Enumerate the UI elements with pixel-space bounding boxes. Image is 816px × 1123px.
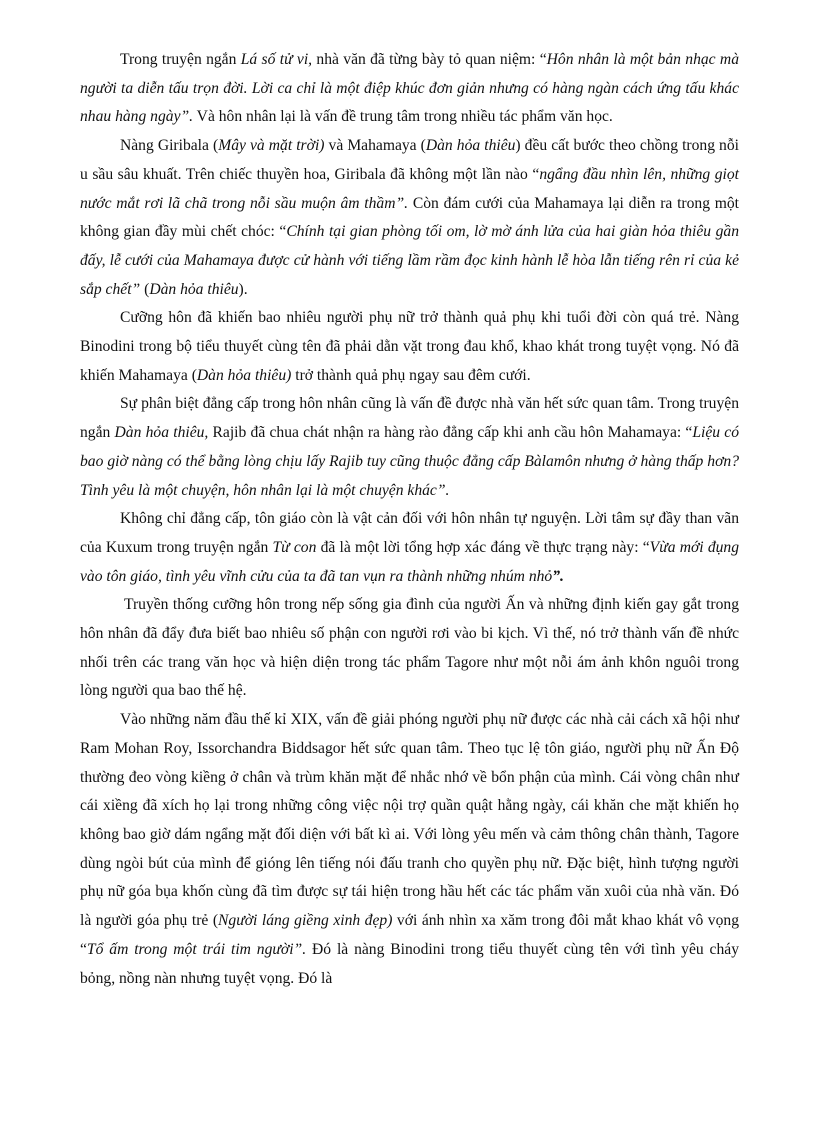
paragraph (80, 46, 739, 132)
text-run: Cưỡng hôn đã khiến bao nhiêu người phụ nữ trở thành quả phụ khi tuổi đời còn quá trẻ. Nàng Binodini trong bộ tiểu thuyết cùng tên đã phải dằn vặt trong đau khổ, khao khát trong tuyệt vọng. Nó đã khiến Mahamaya ( (80, 309, 739, 384)
italic-run: Người láng giềng xinh đẹp) (218, 912, 393, 930)
text-run: Không chỉ đẳng cấp, tôn giáo còn là vật cản đối với hôn nhân tự nguyện. Lời tâm sự đầy than vãn của Kuxum trong truyện ngắn (80, 510, 739, 556)
italic-run: Chính tại gian phòng tối om, lờ mờ ánh lửa của hai giàn hỏa thiêu gần đấy, lễ cưới của Mahamaya được cử hành với tiếng lầm rầm đọc kinh hành lễ hòa lẫn tiếng rên rỉ của kẻ sắp chết” (80, 223, 739, 298)
text-run: Còn đám cưới của Mahamaya lại diễn ra trong một không gian đầy mùi chết chóc: “ (80, 194, 739, 241)
paragraph (80, 304, 739, 390)
italic-run: Dàn hỏa thiêu) (196, 366, 292, 384)
document-page (80, 46, 739, 993)
italic-run: Mây và mặt trời) (218, 137, 325, 155)
text-run: và Mahamaya ( (324, 137, 426, 155)
italic-run: Liệu có bao giờ nàng có thể bằng lòng chịu lấy Rajib tuy cũng thuộc đẳng cấp Bàlamôn nhưng ở hàng thấp hơn? Tình yêu là một chuyện, hôn nhân lại là một chuyện khác”. (80, 424, 740, 499)
italic-run: Tổ ấm trong một trái tim người”. (86, 940, 307, 958)
bold-italic-run: ”. (552, 567, 564, 585)
text-run: nhà văn đã từng bày tỏ quan niệm: “ (312, 51, 547, 68)
italic-run: Dàn hỏa thiêu, (114, 424, 209, 442)
italic-run: Hôn nhân là một bản nhạc mà người ta diễn tấu trọn đời. Lời ca chỉ là một điệp khúc đơn giản nhưng có hàng ngàn cách ứng tấu khác nhau hàng ngày”. (80, 51, 739, 126)
paragraph (80, 505, 739, 591)
text-run: Trong truyện ngắn (120, 51, 241, 68)
text-run: Rajib đã chua chát nhận ra hàng rào đẳng cấp khi anh cầu hôn Mahamaya: “ (208, 424, 693, 442)
text-run: với ánh nhìn xa xăm trong đôi mắt khao khát vô vọng “ (80, 912, 739, 958)
italic-run: Từ con (272, 538, 317, 556)
text-run: Vào những năm đầu thế kỉ XIX, vấn đề giải phóng người phụ nữ được các nhà cải cách xã hội như Ram Mohan Roy, Issorchandra Biddsagor hết sức quan tâm. Theo tục lệ tôn giáo, người phụ nữ Ấn Độ thường đeo vòng kiềng ở chân và trùm khăn mặt để nhắc nhớ về bổn phận của mình. Cái vòng chân như cái xiềng đã xích họ lại trong những công việc nội trợ quần quật hằng ngày, cái khăn che mặt khiến họ không bao giờ dám ngẩng mặt đối diện với bất kì ai. Với lòng yêu mến và cảm thông chân thành, Tagore dùng ngòi bút của mình để gióng lên tiếng nói đấu tranh cho quyền phụ nữ. Đặc biệt, hình tượng người phụ nữ góa bụa khốn cùng đã tìm được sự tái hiện trong hầu hết các tác phẩm văn xuôi của nhà văn. Đó là người góa phụ trẻ ( (80, 711, 739, 930)
text-run: ( (140, 280, 150, 298)
paragraph (80, 706, 739, 993)
text-run: ) đều cất bước theo chồng trong nỗi u sầu sâu khuất. Trên chiếc thuyền hoa, Giribala đã không một lần nào “ (80, 137, 739, 183)
text-run: Nàng Giribala ( (120, 137, 219, 155)
paragraph (80, 591, 739, 706)
text-run: trở thành quả phụ ngay sau đêm cưới. (291, 366, 531, 384)
text-run: Và hôn nhân lại là vấn đề trung tâm trong nhiều tác phẩm văn học. (193, 108, 613, 126)
text-run: đã là một lời tổng hợp xác đáng về thực trạng này: “ (316, 538, 650, 556)
text-run: Truyền thống cưỡng hôn trong nếp sống gia đình của người Ấn và những định kiến gay gắt trong hôn nhân đã đẩy đưa biết bao nhiêu số phận con người rơi vào bi kịch. Vì thế, nó trở thành vấn đề nhức nhối trên các trang văn học và hiện diện trong tác phẩm Tagore như một nỗi ám ảnh khôn nguôi trong lòng người qua bao thế hệ. (80, 596, 739, 700)
paragraph (80, 390, 739, 505)
italic-run: ngẩng đầu nhìn lên, những giọt nước mắt rơi lã chã trong nỗi sầu muộn âm thầm”. (80, 165, 739, 212)
italic-run: Lá số tử vi, (240, 51, 313, 68)
italic-run: Dàn hỏa thiêu (425, 137, 516, 155)
text-run: Sự phân biệt đẳng cấp trong hôn nhân cũng là vấn đề được nhà văn hết sức quan tâm. Trong truyện ngắn (80, 395, 739, 442)
text-run: ). (238, 280, 248, 298)
italic-run: Vừa mới đụng vào tôn giáo, tình yêu vĩnh cửu của ta đã tan vụn ra thành những nhúm nhỏ (80, 538, 740, 585)
italic-run: Dàn hỏa thiêu (149, 280, 239, 298)
paragraph (80, 132, 739, 304)
text-run: Đó là nàng Binodini trong tiểu thuyết cùng tên với tình yêu cháy bỏng, nồng nàn nhưng tuyệt vọng. Đó là (80, 940, 739, 987)
